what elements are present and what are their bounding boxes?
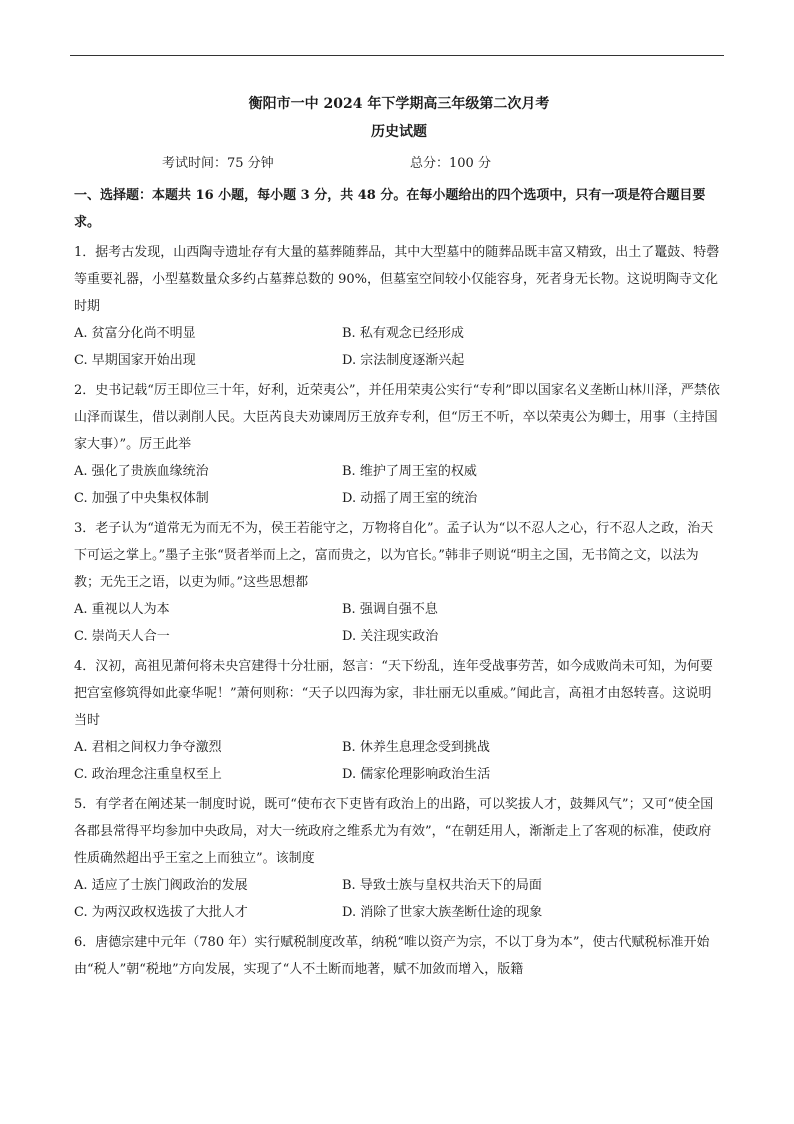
question-stem: 2．史书记载“厉王即位三十年，好利，近荣夷公”，并任用荣夷公实行“专利”即以国家名义垄断山林川泽，严禁依山泽而谋生，借以剥削人民。大臣芮良夫劝谏周厉王放弃专利，但“厉王不听，卒以荣夷公为卿士，用事（主持国家大事）”。厉王此举 bbox=[74, 383, 720, 452]
option-b: B. 强调自强不息 bbox=[342, 602, 438, 617]
exam-subtitle: 历史试题 bbox=[371, 124, 427, 140]
question-2 bbox=[74, 377, 724, 512]
question-6 bbox=[74, 929, 724, 983]
question-1 bbox=[74, 239, 724, 374]
exam-meta bbox=[74, 150, 724, 178]
question-stem: 6．唐德宗建中元年（780 年）实行赋税制度改革，纳税“唯以资产为宗，不以丁身为本”，使古代赋税标准开始由“税人”朝“税地”方向发展，实现了“人不土断而地著，赋不加敛而增入，版籍 bbox=[74, 935, 710, 977]
option-d: D. 消除了世家大族垄断仕途的现象 bbox=[342, 905, 543, 920]
option-a: A. 重视以人为本 bbox=[74, 602, 170, 617]
exam-content bbox=[74, 94, 724, 983]
option-a: A. 强化了贵族血缘统治 bbox=[74, 464, 209, 479]
question-5 bbox=[74, 791, 724, 926]
option-b: B. 私有观念已经形成 bbox=[342, 326, 464, 341]
question-3 bbox=[74, 515, 724, 650]
section-heading: 一、选择题：本题共 16 小题，每小题 3 分，共 48 分。在每小题给出的四个选项中，只有一项是符合题目要求。 bbox=[74, 188, 706, 230]
option-d: D. 关注现实政治 bbox=[342, 629, 439, 644]
question-options bbox=[74, 734, 724, 788]
option-d: D. 动摇了周王室的统治 bbox=[342, 491, 478, 506]
option-c: C. 早期国家开始出现 bbox=[74, 353, 196, 368]
option-c: C. 政治理念注重皇权至上 bbox=[74, 767, 222, 782]
question-options bbox=[74, 872, 724, 926]
question-stem: 5．有学者在阐述某一制度时说，既可“使布衣下吏皆有政治上的出路，可以奖拔人才，鼓舞风气”；又可“使全国各郡县常得平均参加中央政局，对大一统政府之维系尤为有效”，“在朝廷用人，渐渐走上了客观的标准，使政府性质确然超出乎王室之上而独立”。该制度 bbox=[74, 797, 714, 866]
exam-time: 考试时间：75 分钟 bbox=[162, 156, 274, 171]
option-c: C. 崇尚天人合一 bbox=[74, 629, 170, 644]
option-d: D. 儒家伦理影响政治生活 bbox=[342, 767, 491, 782]
option-b: B. 休养生息理念受到挑战 bbox=[342, 740, 490, 755]
option-b: B. 导致士族与皇权共治天下的局面 bbox=[342, 878, 542, 893]
total-score: 总分：100 分 bbox=[410, 156, 491, 171]
question-stem: 4．汉初，高祖见萧何将未央宫建得十分壮丽，怒言：“天下纷乱，连年受战事劳苦，如今成败尚未可知，为何要把宫室修筑得如此豪华呢！”萧何则称：“天子以四海为家，非壮丽无以重威。”闻此言，高祖才由怒转喜。这说明当时 bbox=[74, 659, 713, 728]
exam-title: 衡阳市一中 2024 年下学期高三年级第二次月考 bbox=[248, 96, 550, 112]
option-a: A. 适应了士族门阀政治的发展 bbox=[74, 878, 248, 893]
option-a: A. 贫富分化尚不明显 bbox=[74, 326, 196, 341]
option-c: C. 为两汉政权选拔了大批人才 bbox=[74, 905, 248, 920]
option-c: C. 加强了中央集权体制 bbox=[74, 491, 209, 506]
top-rule bbox=[70, 55, 724, 56]
question-options bbox=[74, 458, 724, 512]
option-a: A. 君相之间权力争夺激烈 bbox=[74, 740, 222, 755]
question-stem: 3．老子认为“道常无为而无不为，侯王若能守之，万物将自化”。孟子认为“以不忍人之心，行不忍人之政，治天下可运之掌上。”墨子主张“贤者举而上之，富而贵之，以为官长。”韩非子则说“明主之国，无书简之文，以法为教；无先王之语，以吏为师。”这些思想都 bbox=[74, 521, 714, 590]
option-b: B. 维护了周王室的权威 bbox=[342, 464, 477, 479]
question-options bbox=[74, 320, 724, 374]
option-d: D. 宗法制度逐渐兴起 bbox=[342, 353, 465, 368]
question-options bbox=[74, 596, 724, 650]
question-4 bbox=[74, 653, 724, 788]
question-stem: 1．据考古发现，山西陶寺遗址存有大量的墓葬随葬品，其中大型墓中的随葬品既丰富又精致，出土了鼍鼓、特磬等重要礼器，小型墓数量众多约占墓葬总数的 90%，但墓室空间较小仅能容身，死者身无长物。这说明陶寺文化时期 bbox=[74, 245, 720, 314]
